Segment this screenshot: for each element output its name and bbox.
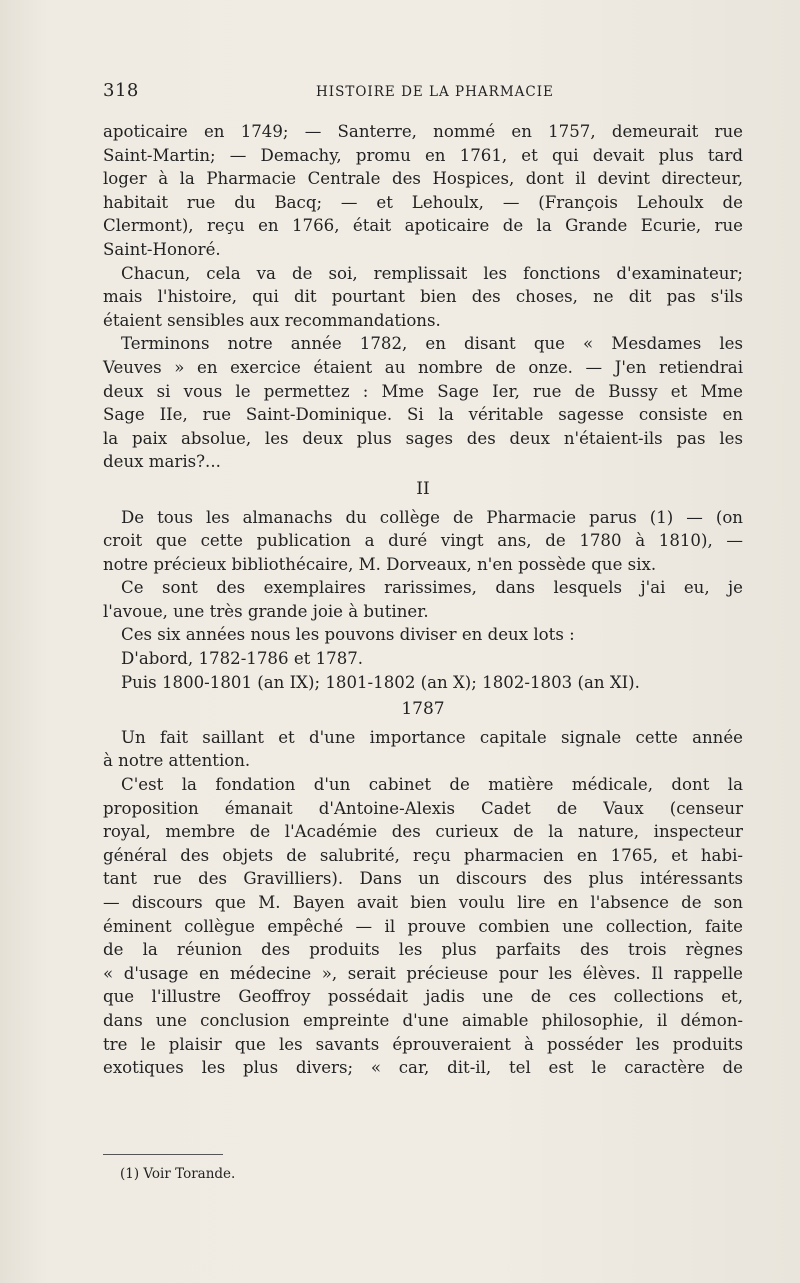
text-line: apoticaire en 1749; — Santerre, nommé en 1757, demeurait rue (103, 122, 743, 141)
text-line: loger à la Pharmacie Centrale des Hospices, dont il devint directeur, (103, 169, 743, 189)
text-line: dans une conclusion empreinte d'une aimable philosophie, il démon- (103, 1010, 743, 1030)
page-header (103, 80, 743, 110)
text-line: que l'illustre Geoffroy possédait jadis une de ces collections et, (103, 987, 743, 1007)
text-line: Puis 1800-1801 (an IX); 1801-1802 (an X); 1802-1803 (an XI). (121, 672, 640, 692)
paragraph (103, 623, 743, 647)
text-line: royal, membre de l'Académie des curieux de la nature, inspecteur (103, 822, 743, 842)
paragraph (103, 671, 743, 695)
paragraph (103, 506, 743, 577)
text-line: Sage IIe, rue Saint-Dominique. Si la véritable sagesse consiste en (103, 405, 743, 425)
text-line: Un fait saillant et d'une importance capitale signale cette année (121, 727, 743, 747)
text-line: habitait rue du Bacq; — et Lehoulx, — (François Lehoulx de (103, 192, 743, 212)
text-line: Terminons notre année 1782, en disant que « Mesdames les (121, 334, 743, 354)
text-line: mais l'histoire, qui dit pourtant bien des choses, ne dit pas s'ils (103, 287, 743, 307)
paragraph (103, 262, 743, 333)
text-line: C'est la fondation d'un cabinet de matière médicale, dont la (121, 775, 743, 795)
paragraph (103, 120, 743, 262)
page-number: 318 (103, 80, 139, 101)
text-line: deux maris?... (103, 452, 221, 472)
paragraph (103, 647, 743, 671)
text-line: éminent collègue empêché — il prouve combien une collection, faite (103, 916, 743, 936)
text-line: Chacun, cela va de soi, remplissait les fonctions d'examinateur; (121, 263, 743, 283)
text-line: Veuves » en exercice étaient au nombre de onze. — J'en retiendrai (103, 357, 743, 377)
text-line: Clermont), reçu en 1766, était apoticaire de la Grande Ecurie, rue (103, 216, 743, 236)
text-line: notre précieux bibliothécaire, M. Dorveaux, n'en possède que six. (103, 554, 657, 574)
text-line: tre le plaisir que les savants éprouveraient à posséder les produits (103, 1034, 743, 1054)
text-line: « d'usage en médecine », serait précieuse pour les élèves. Il rappelle (103, 963, 743, 983)
text-line: de la réunion des produits les plus parfaits des trois règnes (103, 940, 743, 960)
text-line: deux si vous le permettez : Mme Sage Ier, rue de Bussy et Mme (103, 381, 743, 401)
text-line: Ce sont des exemplaires rarissimes, dans lesquels j'ai eu, je (121, 578, 743, 598)
paragraph (103, 332, 743, 474)
text-line: Ces six années nous les pouvons diviser en deux lots : (121, 625, 575, 645)
text-line: l'avoue, une très grande joie à butiner. (103, 601, 429, 621)
text-line: exotiques les plus divers; « car, dit-il, tel est le caractère de (103, 1058, 743, 1078)
text-line: tant rue des Gravilliers). Dans un discours des plus intéressants (103, 869, 743, 889)
text-line: De tous les almanachs du collège de Pharmacie parus (1) — (on (121, 507, 743, 527)
section-heading: 1787 (401, 699, 445, 720)
paragraph (103, 773, 743, 1080)
text-line: général des objets de salubrité, reçu pharmacien en 1765, et habi- (103, 845, 743, 865)
body-text (103, 120, 743, 1080)
text-line: à notre attention. (103, 751, 251, 771)
footnote: (1) Voir Torande. (120, 1166, 236, 1182)
text-line: étaient sensibles aux recommandations. (103, 310, 441, 330)
footnote-rule (103, 1154, 223, 1155)
section-heading: II (416, 478, 430, 499)
text-line: — discours que M. Bayen avait bien voulu lire en l'absence de son (103, 893, 743, 912)
text-line: proposition émanait d'Antoine-Alexis Cadet de Vaux (censeur (103, 798, 743, 818)
text-line: croit que cette publication a duré vingt ans, de 1780 à 1810), — (103, 531, 743, 551)
text-line: Saint-Martin; — Demachy, promu en 1761, et qui devait plus tard (103, 145, 743, 165)
text-line: la paix absolue, les deux plus sages des deux n'étaient-ils pas les (103, 428, 743, 448)
text-line: Saint-Honoré. (103, 239, 221, 259)
running-head: HISTOIRE DE LA PHARMACIE (316, 84, 554, 100)
text-line: D'abord, 1782-1786 et 1787. (121, 649, 364, 669)
paragraph (103, 726, 743, 773)
paragraph (103, 576, 743, 623)
